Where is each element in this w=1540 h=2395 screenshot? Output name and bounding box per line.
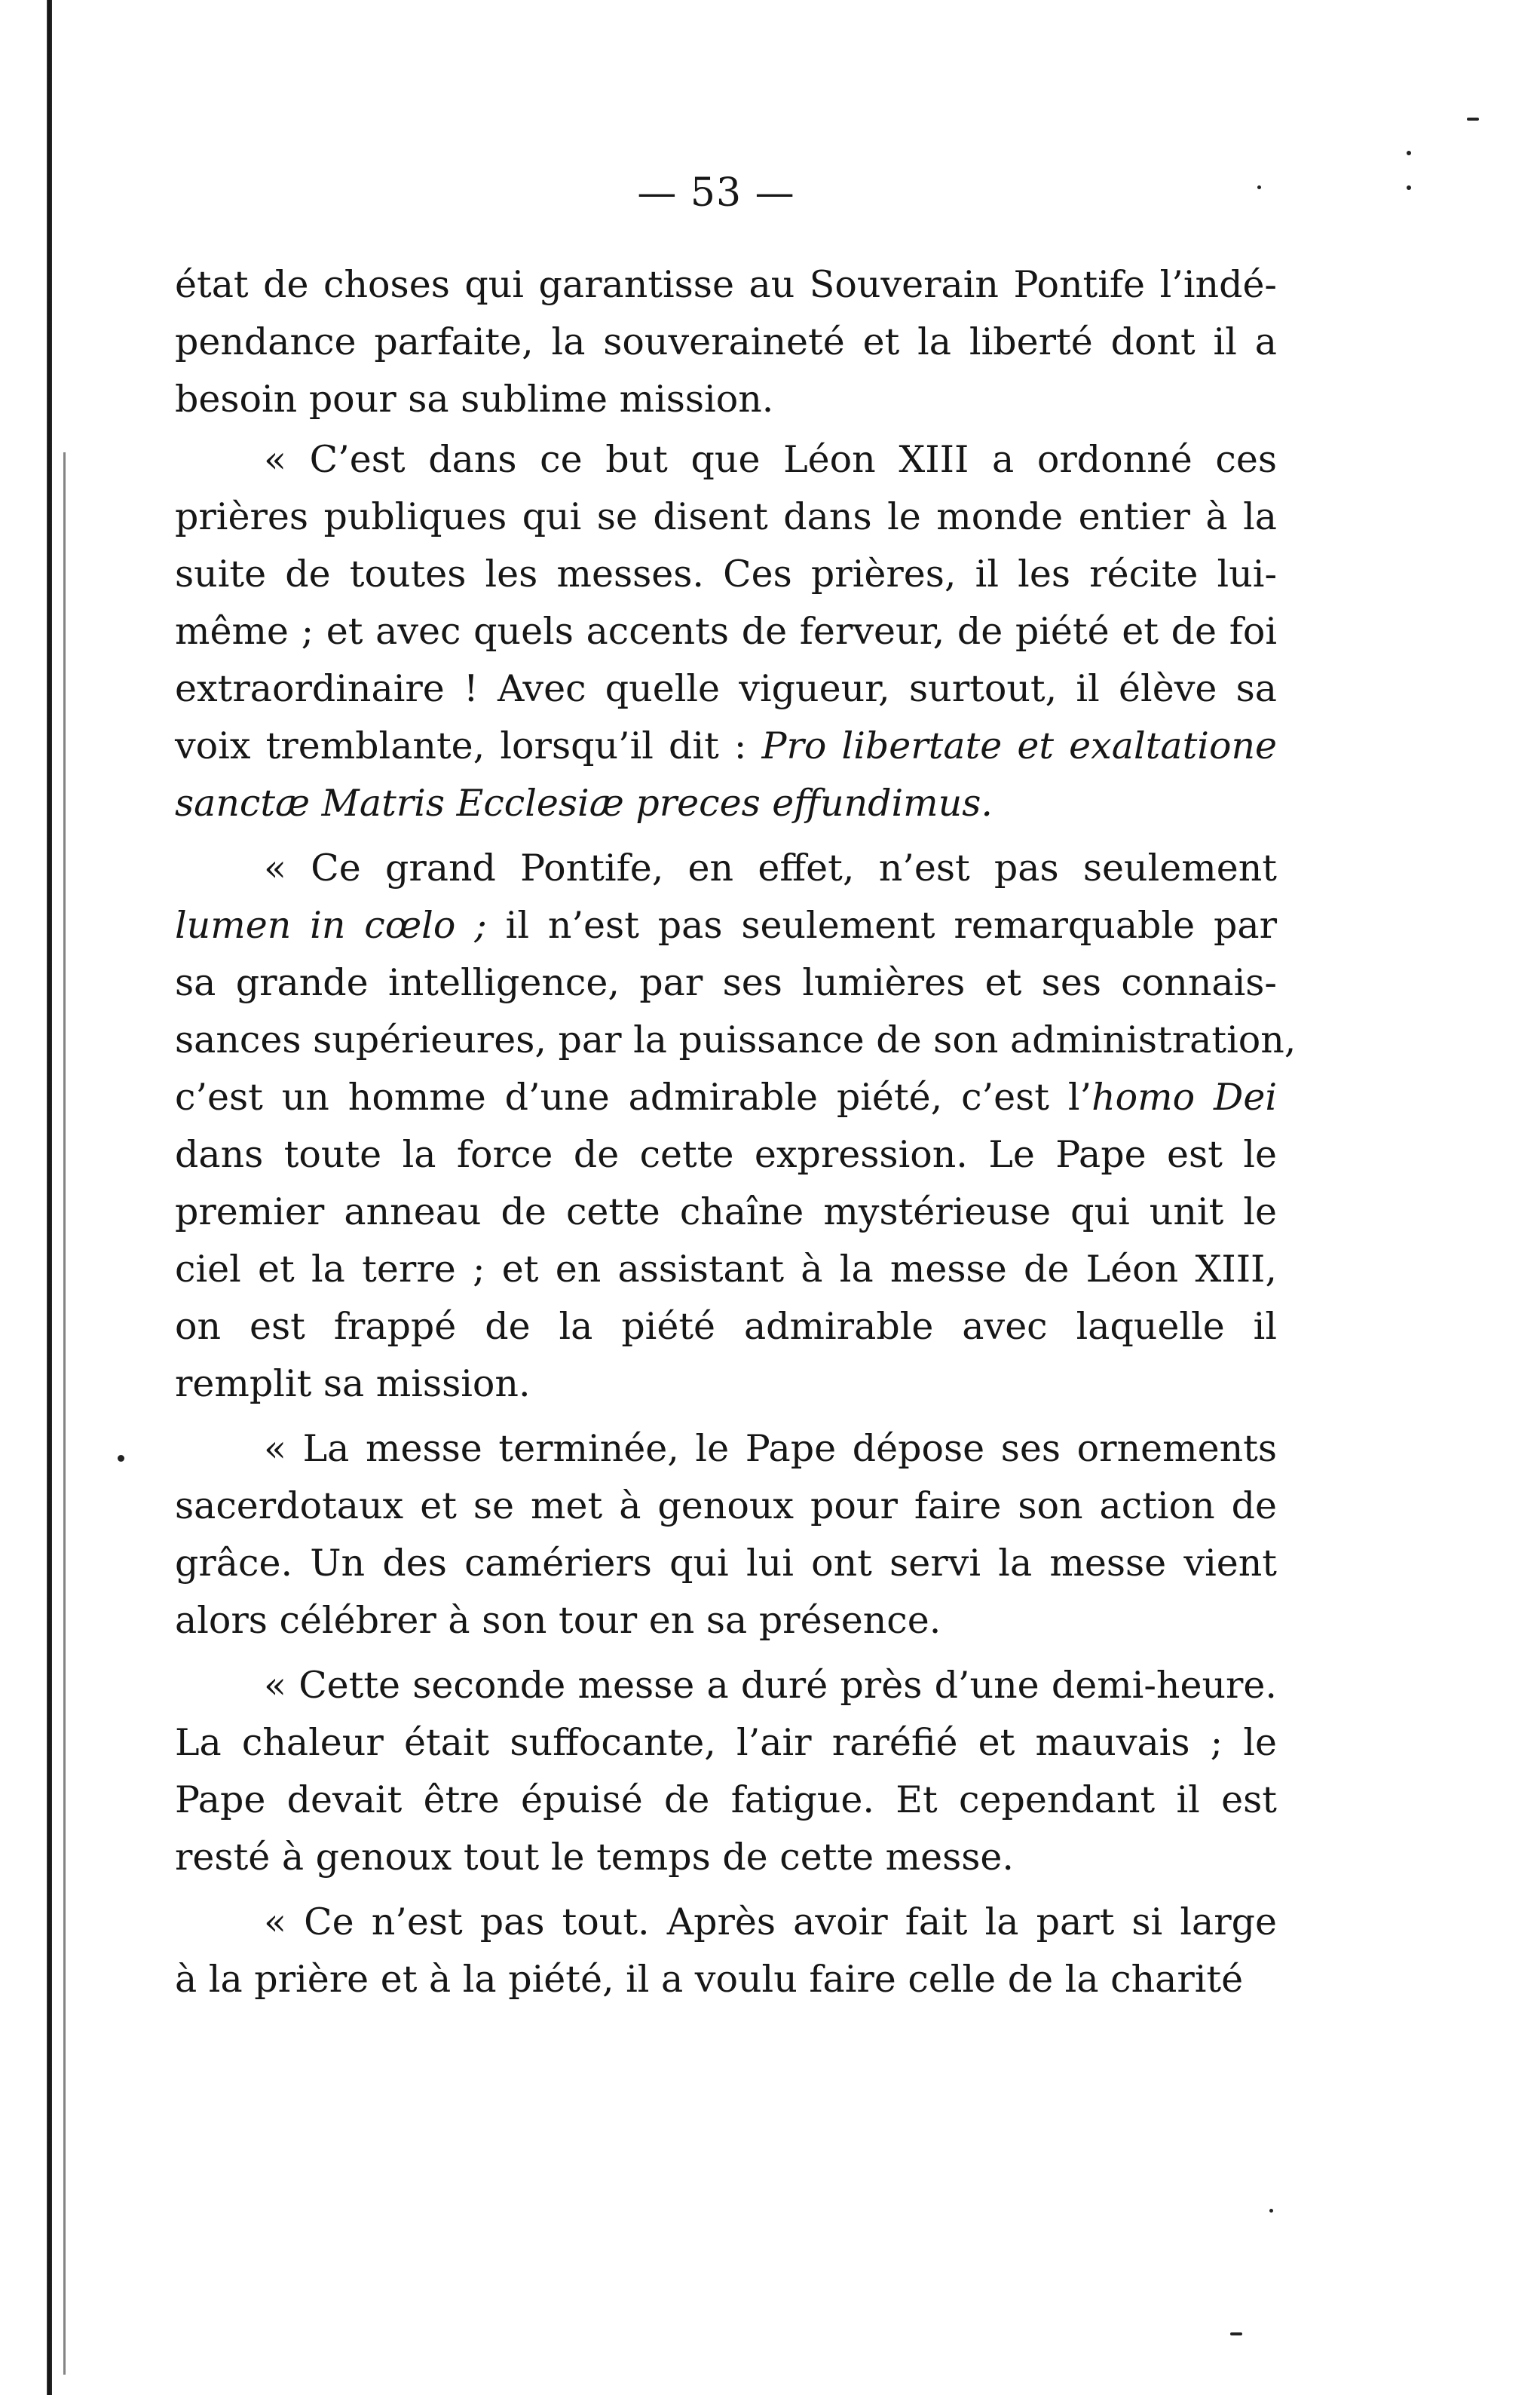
paragraph bbox=[175, 1657, 1277, 1886]
paragraph bbox=[175, 256, 1277, 428]
text-line: « Cette seconde messe a duré près d’une demi-heure. bbox=[264, 1664, 1277, 1707]
scan-speck bbox=[1407, 151, 1411, 155]
text-line bbox=[175, 718, 1277, 775]
text-line: suite de toutes les messes. Ces prières, il les récite lui- bbox=[175, 553, 1277, 596]
text-line: « La messe terminée, le Pape dépose ses ornements bbox=[264, 1427, 1277, 1470]
scan-speck bbox=[1407, 185, 1411, 190]
body-text bbox=[175, 256, 1297, 2008]
text-line: ciel et la terre ; et en assistant à la messe de Léon XIII, bbox=[175, 1248, 1277, 1291]
text-line: grâce. Un des camériers qui lui ont servi la messe vient bbox=[175, 1542, 1277, 1585]
page-number: — 53 — bbox=[637, 170, 795, 216]
text-line bbox=[175, 897, 1277, 954]
paragraph bbox=[175, 1894, 1277, 2008]
text-line: « C’est dans ce but que Léon XIII a ordonné ces bbox=[264, 438, 1277, 481]
scan-speck bbox=[1230, 2332, 1242, 2335]
text-line: extraordinaire ! Avec quelle vigueur, surtout, il élève sa bbox=[175, 667, 1277, 710]
scan-speck bbox=[1269, 2209, 1273, 2213]
scan-speck bbox=[1467, 118, 1479, 121]
latin-quote-line: sanctæ Matris Ecclesiæ preces effundimus. bbox=[175, 782, 993, 825]
text-line: besoin pour sa sublime mission. bbox=[175, 378, 774, 421]
text-line: sances supérieures, par la puissance de son administration, bbox=[175, 1018, 1297, 1061]
paragraph bbox=[175, 431, 1277, 832]
page-binding-edge bbox=[47, 0, 52, 2395]
page-binding-shadow bbox=[63, 452, 66, 2375]
text-line: Pape devait être épuisé de fatigue. Et cependant il est bbox=[175, 1778, 1277, 1821]
text-line: pendance parfaite, la souveraineté et la liberté dont il a bbox=[175, 320, 1277, 363]
latin-quote: Pro libertate et exaltatione bbox=[761, 724, 1278, 767]
text-run: il n’est pas seulement remarquable par bbox=[505, 904, 1278, 947]
scan-speck bbox=[1257, 185, 1261, 189]
text-line: remplit sa mission. bbox=[175, 1362, 531, 1405]
text-line: on est frappé de la piété admirable avec laquelle il bbox=[175, 1305, 1277, 1348]
text-line: sacerdotaux et se met à genoux pour faire son action de bbox=[175, 1484, 1277, 1527]
text-line: dans toute la force de cette expression. Le Pape est le bbox=[175, 1133, 1277, 1176]
text-line: La chaleur était suffocante, l’air raréfié et mauvais ; le bbox=[175, 1721, 1277, 1764]
latin-phrase: homo Dei bbox=[1091, 1076, 1277, 1119]
text-line: à la prière et à la piété, il a voulu faire celle de la charité bbox=[175, 1958, 1244, 2001]
text-line: « Ce grand Pontife, en effet, n’est pas seulement bbox=[264, 847, 1277, 890]
text-line: premier anneau de cette chaîne mystérieuse qui unit le bbox=[175, 1190, 1277, 1233]
text-run: voix tremblante, lorsqu’il dit : bbox=[175, 724, 747, 767]
text-line: prières publiques qui se disent dans le monde entier à la bbox=[175, 495, 1277, 538]
text-line: même ; et avec quels accents de ferveur, de piété et de foi bbox=[175, 610, 1277, 653]
paragraph bbox=[175, 1420, 1277, 1649]
paragraph bbox=[175, 840, 1297, 1413]
text-line: « Ce n’est pas tout. Après avoir fait la part si large bbox=[264, 1900, 1277, 1943]
text-line: sa grande intelligence, par ses lumières et ses connais- bbox=[175, 961, 1277, 1004]
text-run: c’est un homme d’une admirable piété, c’est l’ bbox=[175, 1076, 1092, 1119]
scan-speck bbox=[118, 1455, 124, 1462]
latin-phrase: lumen in cœlo ; bbox=[175, 904, 487, 947]
text-line: état de choses qui garantisse au Souverain Pontife l’indé- bbox=[175, 263, 1277, 306]
text-line: resté à genoux tout le temps de cette messe. bbox=[175, 1836, 1014, 1879]
text-line: alors célébrer à son tour en sa présence. bbox=[175, 1599, 941, 1642]
text-line bbox=[175, 1069, 1277, 1126]
